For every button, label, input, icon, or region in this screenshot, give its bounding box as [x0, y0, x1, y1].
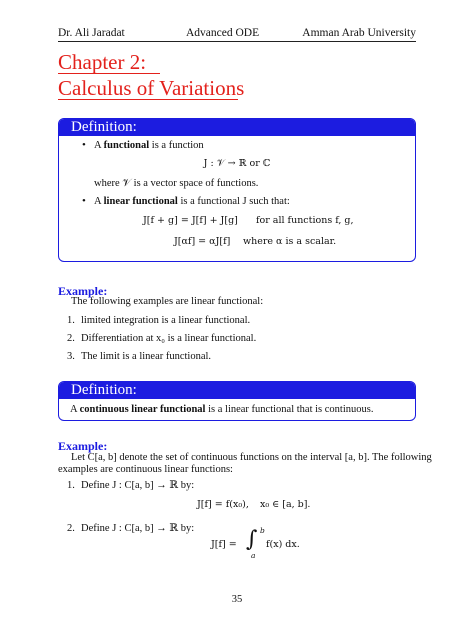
header-course: Advanced ODE	[186, 27, 260, 39]
example-intro-line1: Let C[a, b] denote the set of continuous functions on the interval [a, b]. The following	[71, 452, 432, 463]
formula-integrand: f(x) dx.	[266, 539, 300, 550]
list-item: Define J : C[a, b] → ℝ by:	[81, 480, 195, 491]
list-item-number: 2.	[67, 333, 75, 344]
chapter-title: Calculus of Variations	[58, 76, 245, 100]
formula-functional-map: J : 𝒱 → ℝ or ℂ	[203, 158, 271, 169]
header-author: Dr. Ali Jaradat	[58, 27, 125, 39]
page-number: 35	[231, 594, 243, 605]
header-institution: Amman Arab University	[302, 27, 416, 39]
bullet-icon: •	[82, 139, 86, 151]
chapter-number: Chapter 2:	[58, 50, 147, 74]
list-item-number: 1.	[67, 480, 75, 491]
header-rule	[58, 41, 416, 42]
list-item: Define J : C[a, b] → ℝ by:	[81, 523, 195, 534]
definition-heading: Definition:	[59, 119, 415, 136]
formula-evaluation: J[f] = f(x₀),	[197, 499, 249, 510]
chapter-number-underline	[58, 73, 160, 74]
formula-integral-lhs: J[f] =	[211, 539, 237, 550]
formula-additivity-note: for all functions f, g,	[256, 215, 354, 226]
list-item: The limit is a linear functional.	[81, 351, 212, 362]
list-item-number: 2.	[67, 523, 75, 534]
definition-functional-text: A functional is a function	[94, 140, 204, 151]
integral-sign-icon: ∫	[246, 527, 258, 552]
integral-upper-limit: b	[260, 526, 265, 535]
list-item-number: 1.	[67, 315, 75, 326]
definition-heading: Definition:	[59, 382, 415, 399]
chapter-title-underline	[58, 99, 238, 100]
bullet-icon: •	[82, 195, 86, 207]
formula-evaluation-note: x₀ ∈ [a, b].	[260, 499, 311, 510]
definition-continuous-text: A continuous linear functional is a linear functional that is continuous.	[70, 404, 374, 415]
list-item: limited integration is a linear functional.	[81, 315, 251, 326]
list-item: Differentiation at x₀ is a linear functional.	[81, 333, 257, 344]
example-intro: The following examples are linear functional:	[71, 296, 264, 307]
example-heading: Example:	[58, 439, 108, 453]
formula-homogeneity-note: where α is a scalar.	[243, 236, 337, 247]
example-intro-line2: examples are continuous linear functions:	[58, 464, 233, 475]
definition-linear-functional-text: A linear functional is a functional J such that:	[94, 196, 290, 207]
list-item-number: 3.	[67, 351, 75, 362]
integral-lower-limit: a	[251, 551, 256, 560]
definition-where-text: where 𝒱 is a vector space of functions.	[94, 178, 259, 189]
example-heading: Example:	[58, 284, 108, 298]
formula-additivity: J[f + g] = J[f] + J[g]	[143, 215, 238, 226]
formula-homogeneity: J[αf] = αJ[f]	[174, 236, 231, 247]
